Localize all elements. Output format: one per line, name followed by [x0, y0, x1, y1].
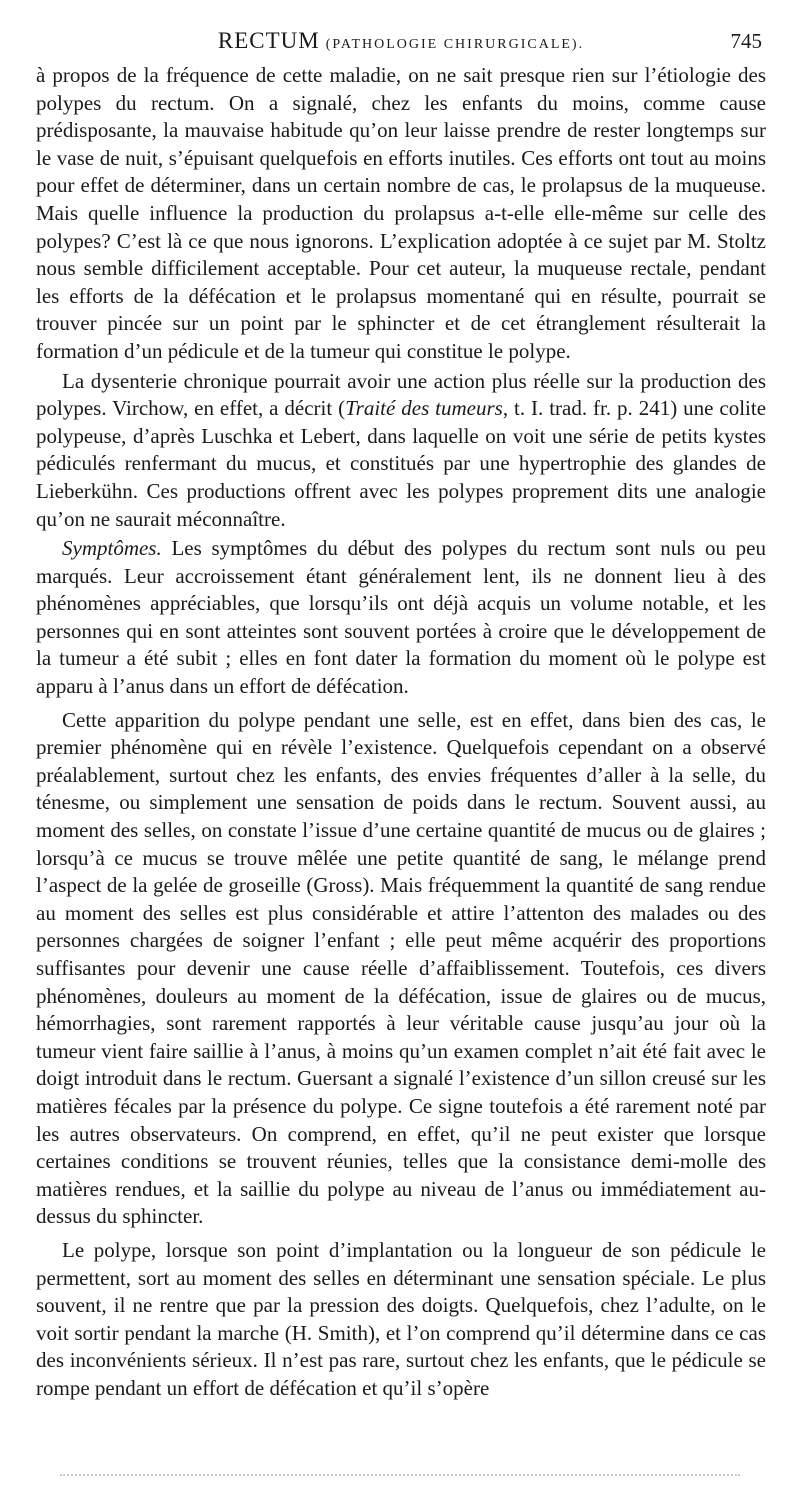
paragraph-symptoms [36, 535, 766, 701]
body-text [36, 62, 766, 1403]
paragraph-dysentery-text-a: La dysenterie chronique pourrait avoir une action plus réelle sur la production des polypes. Virchow, en effet, a décrit ( [36, 368, 766, 421]
running-header [36, 24, 766, 58]
paragraph-dysentery [36, 368, 766, 534]
paragraph-symptoms-text: Les symptômes du début des polypes du rectum sont nuls ou peu marqués. Leur accroissement étant généralement lent, ils ne donnent lieu à des phénomènes appréciables, que lorsqu’ils ont déjà acquis un volume notable, et les personnes qui en sont atteintes sont souvent portées à croire que le développement de la tumeur a été subit ; elles en font dater la formation du moment où le polype est apparu à l’anus dans un effort de défécation. [36, 536, 766, 699]
paragraph-etiology: à propos de la fréquence de cette maladie, on ne sait presque rien sur l’étiologie des polypes du rectum. On a signalé, chez les enfants du moins, comme cause prédisposante, la mauvaise habitude qu’on leur laisse prendre de rester longtemps sur le vase de nuit, s’épuisant quelquefois en efforts inutiles. Ces efforts ont tout au moins pour effet de déterminer, dans un certain nombre de cas, le prolapsus de la muqueuse. Mais quelle influence la production du prolapsus a-t-elle elle-même sur celle des polypes? C’est là ce que nous ignorons. L’explication adoptée à ce sujet par M. Stoltz nous semble difficilement acceptable. Pour cet auteur, la muqueuse rectale, pendant les efforts de la défécation et le prolapsus momentané qui en résulte, pourrait se trouver pincée sur un point par le sphincter et de cet étranglement résulterait la formation d’un pédicule et de la tumeur qui constitue le polype. [36, 63, 766, 363]
footer-dotted-line [60, 1468, 740, 1476]
running-title [36, 24, 766, 62]
header-subtitle: (PATHOLOGIE CHIRURGICALE). [325, 37, 585, 52]
book-title-citation: Traité des tumeurs [345, 396, 503, 421]
paragraph-polyp-exit: Le polype, lorsque son point d’implantation ou la longueur de son pédicule le permettent, sort au moment des selles en déterminant une sensation spéciale. Le plus souvent, il ne rentre que par la pression des doigts. Quelquefois, chez l’adulte, on le voit sortir pendant la marche (H. Smith), et l’on comprend qu’il détermine dans ce cas des inconvénients sérieux. Il n’est pas rare, surtout chez les enfants, que le pédicule se rompe pendant un effort de défécation et qu’il s’opère [36, 1237, 766, 1400]
header-title: RECTUM [217, 28, 320, 53]
section-heading-symptoms: Symptômes. [62, 536, 162, 561]
paragraph-dysentery-text-b: , t. I. trad. fr. p. 241) une colite polypeuse, d’après Luschka et Lebert, dans laquelle on voit une série de petits kystes pédiculés renfermant du mucus, et constitués par une hypertrophie des glandes de Lieberkühn. Ces productions offrent avec les polypes proprement dits une analogie qu’on ne saurait méconnaître. [36, 396, 767, 531]
page-number: 745 [730, 29, 762, 53]
paragraph-appearance: Cette apparition du polype pendant une selle, est en effet, dans bien des cas, le premier phénomène qui en révèle l’existence. Quelquefois cependant on a observé préalablement, surtout chez les enfants, des envies fréquentes d’aller à la selle, du ténesme, ou simplement une sensation de poids dans le rectum. Souvent aussi, au moment des selles, on constate l’issue d’une certaine quantité de mucus ou de glaires ; lorsqu’à ce mucus se trouve mêlée une petite quantité de sang, le mélange prend l’aspect de la gelée de groseille (Gross). Mais fréquemment la quantité de sang rendue au moment des selles est plus considérable et attire l’attenton des malades ou des personnes chargées de soigner l’enfant ; elle peut même acquérir des proportions suffisantes pour devenir une cause réelle d’affaiblissement. Toutefois, ces divers phénomènes, douleurs au moment de la défécation, issue de glaires ou de mucus, hémorrhagies, sont rarement rapportés à leur véritable cause jusqu’au jour où la tumeur vient faire saillie à l’anus, à moins qu’un examen complet n’ait été fait avec le doigt introduit dans le rectum. Guersant a signalé l’existence d’un sillon creusé sur les matières fécales par la présence du polype. Ce signe toutefois a été rarement noté par les autres observateurs. On comprend, en effet, qu’il ne peut exister que lorsque certaines conditions se trouvent réunies, telles que la consistance demi-molle des matières rendues, et la saillie du polype au niveau de l’anus ou immédiatement au-dessus du sphincter. [36, 707, 766, 1229]
